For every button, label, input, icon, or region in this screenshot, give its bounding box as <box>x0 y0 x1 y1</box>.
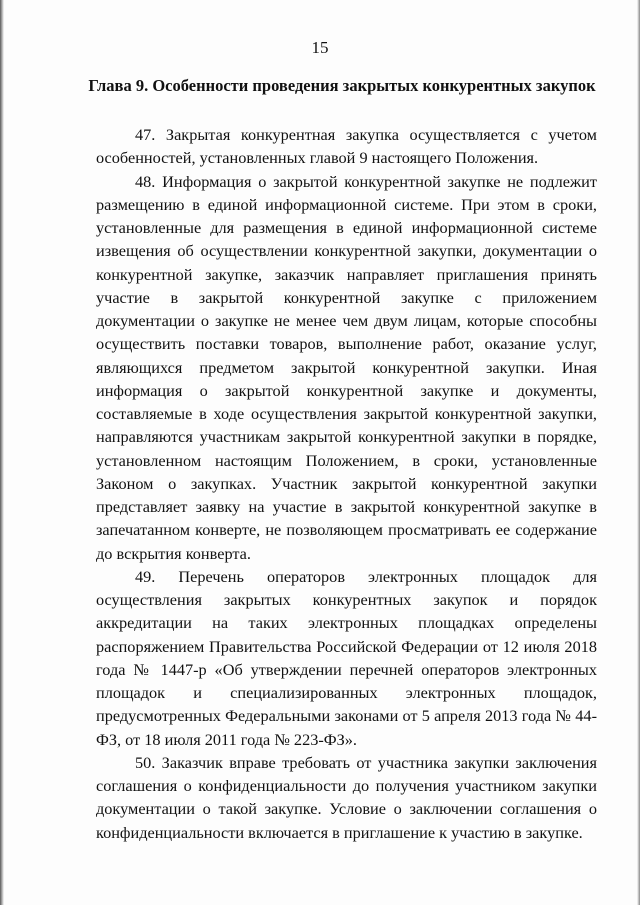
paragraph-48: 48. Информация о закрытой конкурентной закупке не подлежит размещению в единой информационной системе. При этом в сроки, установленные для размещения в единой информационной системе извещения об осуществлении конкурентной закупки, документации о конкурентной закупке, заказчик направляет приглашения принять участие в закрытой конкурентной закупке с приложением документации о закупке не менее чем двум лицам, которые способны осуществить поставки товаров, выполнение работ, оказание услуг, являющихся предметом закрытой конкурентной закупки. Иная информация о закрытой конкурентной закупке и документы, составляемые в ходе осуществления закрытой конкурентной закупки, направляются участникам закрытой конкурентной закупки в порядке, установленном настоящим Положением, в сроки, установленные Законом о закупках. Участник закрытой конкурентной закупки представляет заявку на участие в закрытой конкурентной закупке в запечатанном конверте, не позволяющем просматривать ее содержание до вскрытия конверта. <box>96 171 597 563</box>
document-body <box>96 123 597 844</box>
scan-edge-left <box>0 0 4 905</box>
chapter-title: Глава 9. Особенности проведения закрытых конкурентных закупок <box>88 76 596 95</box>
paragraph-50: 50. Заказчик вправе требовать от участника закупки заключения соглашения о конфиденциальности до получения участником закупки документации о такой закупке. Условие о заключении соглашения о конфиденциальности включается в приглашение к участию в закупке. <box>96 752 597 842</box>
page-number: 15 <box>311 38 329 57</box>
paragraph-49: 49. Перечень операторов электронных площадок для осуществления закрытых конкурентных закупок и порядок аккредитации на таких электронных площадках определены распоряжением Правительства Российской Федерации от 12 июля 2018 года № 1447-р «Об утверждении перечней операторов электронных площадок и специализированных электронных площадок, предусмотренных Федеральными законами от 5 апреля 2013 года № 44-ФЗ, от 18 июля 2011 года № 223-ФЗ». <box>96 566 597 749</box>
paragraph-47: 47. Закрытая конкурентная закупка осуществляется с учетом особенностей, установленных главой 9 настоящего Положения. <box>96 125 597 168</box>
